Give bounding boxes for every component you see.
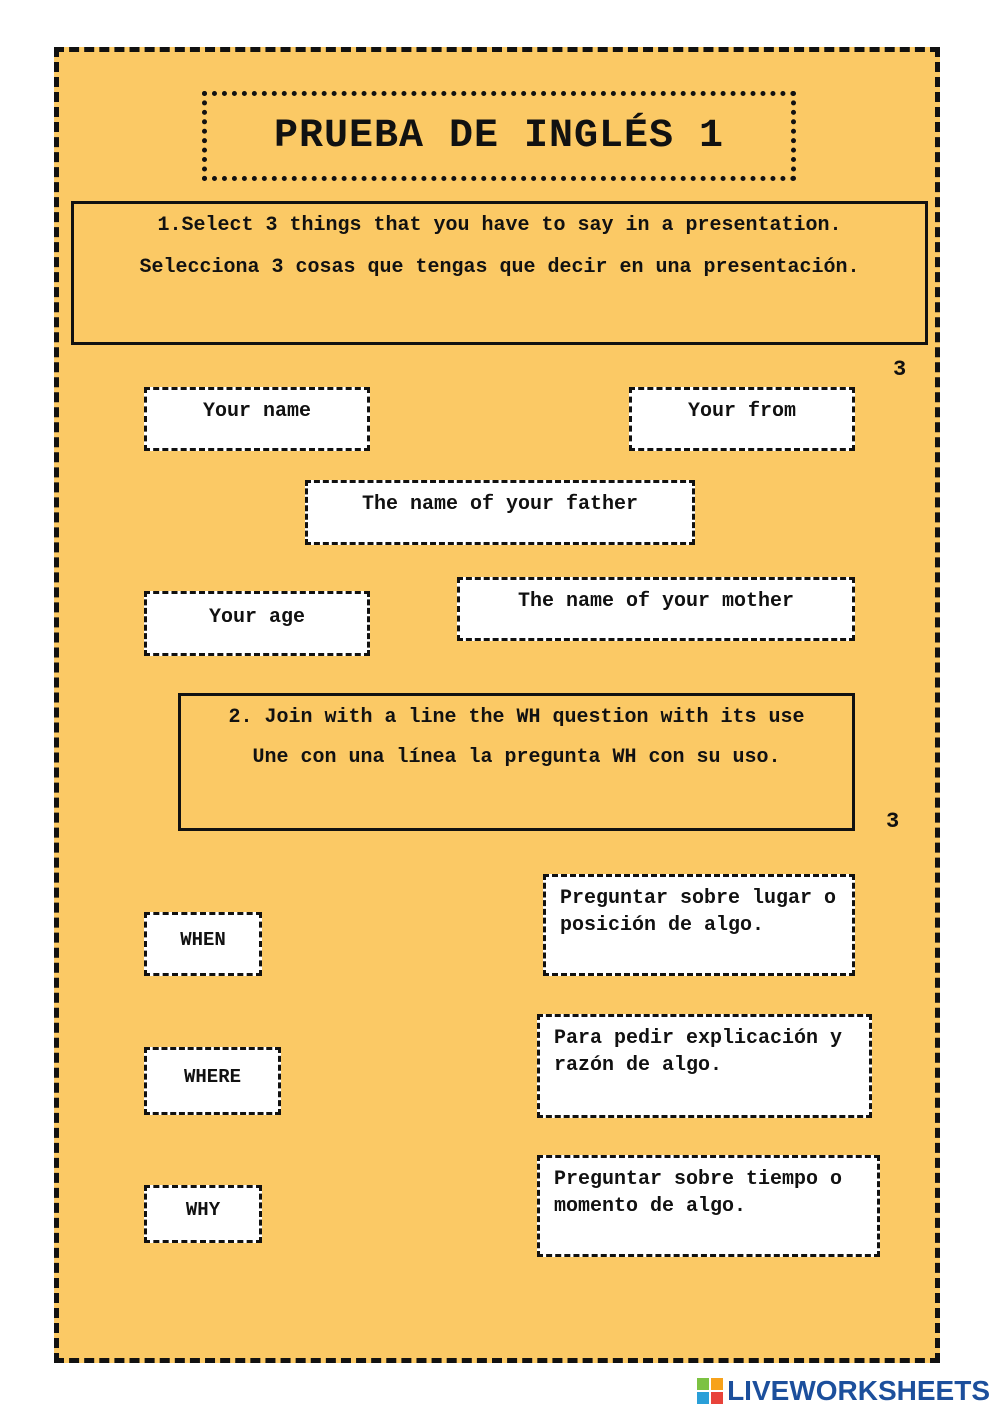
logo-square-orange — [711, 1378, 723, 1390]
liveworksheets-brand-text: LIVEWORKSHEETS — [727, 1375, 990, 1406]
instruction-2-english: 2. Join with a line the WH question with its use — [228, 706, 805, 729]
score-section-2: 3 — [886, 809, 900, 834]
wh-card-when[interactable]: WHEN — [144, 912, 262, 976]
liveworksheets-logo-icon — [697, 1378, 723, 1404]
logo-square-blue — [697, 1392, 709, 1404]
instruction-box-2 — [178, 693, 855, 831]
use-card-reason[interactable]: Para pedir explicación y razón de algo. — [537, 1014, 872, 1118]
option-card-your-from[interactable]: Your from — [629, 387, 855, 451]
option-card-your-age[interactable]: Your age — [144, 591, 370, 656]
instruction-2-spanish: Une con una línea la pregunta WH con su uso. — [252, 746, 781, 769]
wh-card-where[interactable]: WHERE — [144, 1047, 281, 1115]
logo-square-red — [711, 1392, 723, 1404]
instruction-box-1 — [71, 201, 928, 345]
option-card-mother-name[interactable]: The name of your mother — [457, 577, 855, 641]
logo-square-green — [697, 1378, 709, 1390]
use-card-place[interactable]: Preguntar sobre lugar o posición de algo. — [543, 874, 855, 976]
liveworksheets-logo[interactable] — [697, 1375, 990, 1407]
instruction-1-spanish: Selecciona 3 cosas que tengas que decir en una presentación. — [139, 256, 860, 279]
instruction-1-english: 1.Select 3 things that you have to say in a presentation. — [157, 214, 842, 237]
page-title: PRUEBA DE INGLÉS 1 — [202, 91, 796, 181]
use-card-time[interactable]: Preguntar sobre tiempo o momento de algo. — [537, 1155, 880, 1257]
wh-card-why[interactable]: WHY — [144, 1185, 262, 1243]
score-section-1: 3 — [893, 357, 907, 382]
option-card-father-name[interactable]: The name of your father — [305, 480, 695, 545]
option-card-your-name[interactable]: Your name — [144, 387, 370, 451]
